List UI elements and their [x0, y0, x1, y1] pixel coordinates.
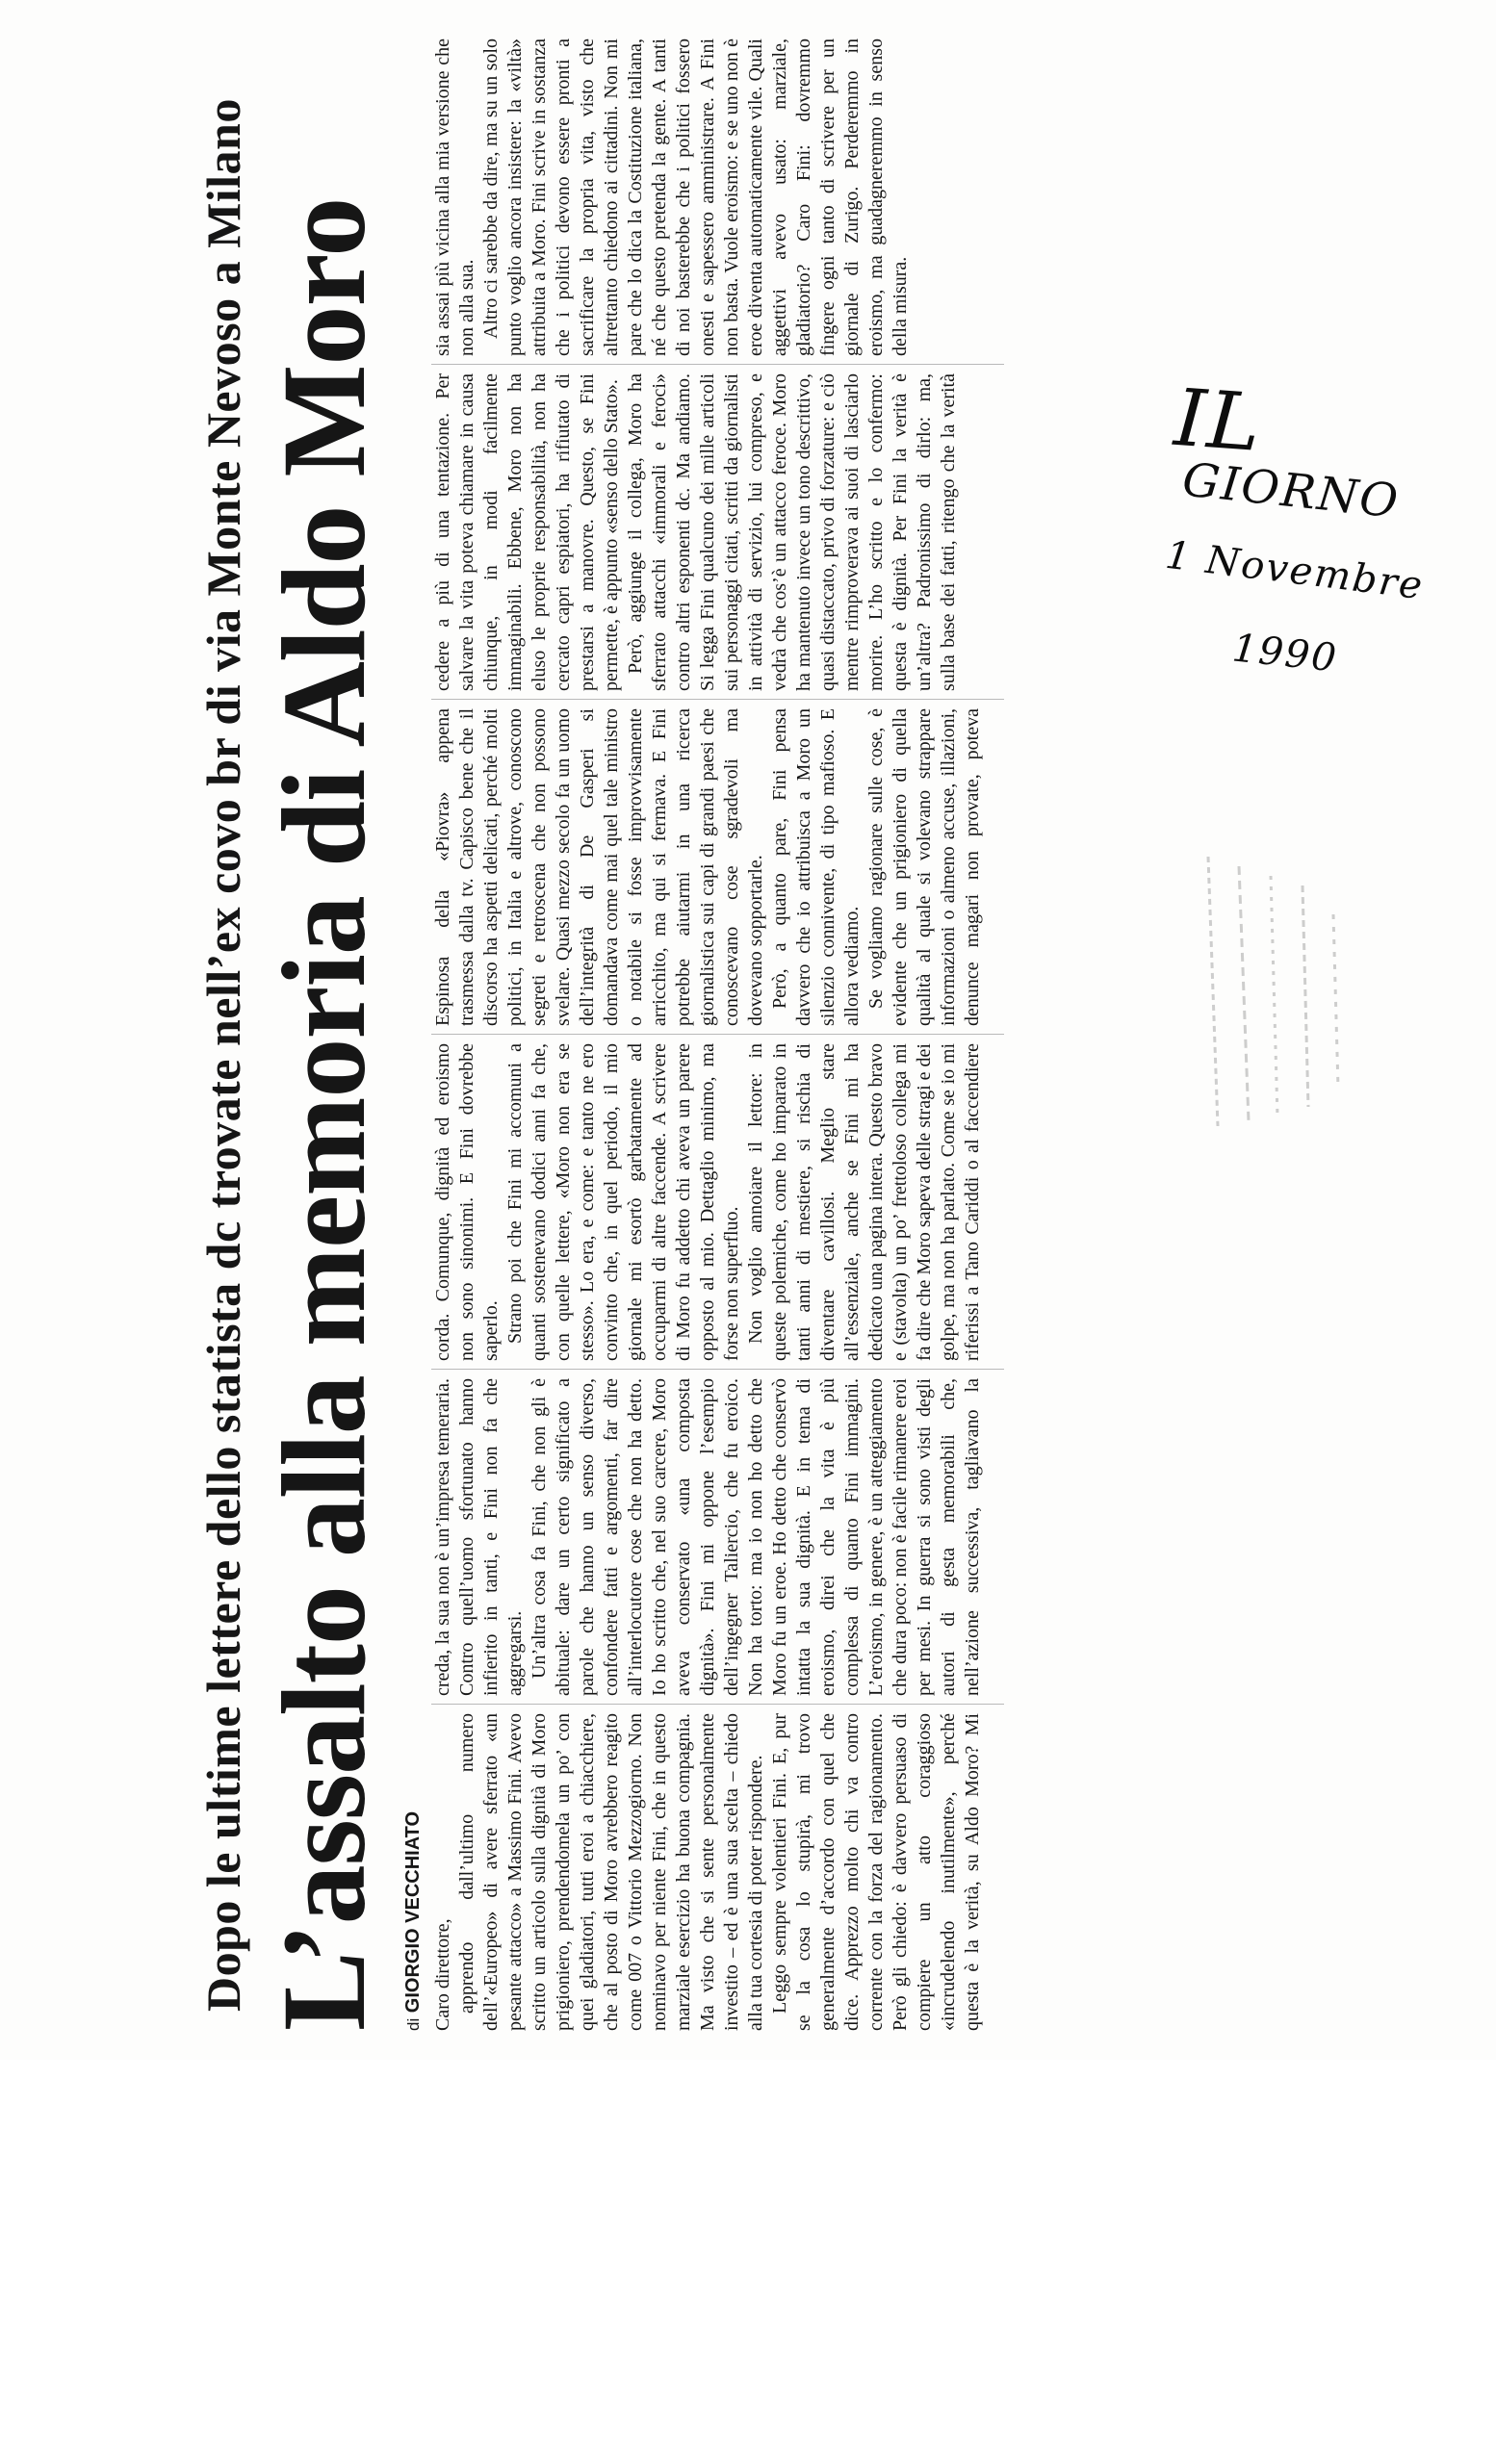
article-headline: L’assalto alla memoria di Aldo Moro [258, 197, 390, 2031]
handwritten-note [1163, 372, 1473, 741]
handwritten-date: 1 Novembre [1163, 532, 1427, 609]
handwritten-year: 1990 [1229, 626, 1340, 681]
article-paragraph: Un’altra cosa fa Fini, che non gli è abituale: dare un certo significato a parole che hanno un senso diverso, confondere fatti e argomenti, far dire all’interlocutore cose che non ha detto. Io ho scritto che, nel suo carcere, Moro aveva conservato «una composta dignità». Fini mi oppone l’esempio dell’ingegner Taliercio, che fu eroico. Non ha torto: ma io non ho detto che Moro fu un eroe. Ho detto che conservò intatta la sua dignità. E in tema di eroismo, direi che la vita è più complessa di quanto Fini immagini. L’eroismo, in genere, è un atteggiamento che dura poco: non è facile rimanere eroi per mesi. In guerra si sono visti degli autori di gesta memorabili che, nell’azione successiva, tagliavano la corda. Comunque, dignità ed eroismo non sono sinonimi. E Fini dovrebbe saperlo. [432, 1043, 983, 1696]
article-byline [400, 1723, 426, 2031]
byline-author: GIORGIO VECCHIATO [402, 1810, 424, 2014]
article-paragraph: Però, aggiunge il collega, Moro ha sferrato attacchi «immorali e feroci» contro altri esponenti dc. Ma andiamo. Si legga Fini qualcuno dei mille articoli sui personaggi citati, scritti da giornalisti in attività di servizio, lui compreso, e vedrà che cos’è un attacco feroce. Moro ha mantenuto invece un tono descrittivo, quasi distaccato, privo di forzature: e ciò mentre rimproverava ai suoi di lasciarlo morire. L’ho scritto e lo confermo: questa è dignità. Per Fini la verità è un’altra? Padronissimo di dirlo: ma, sulla base dei fatti, ritengo che la verità sia assai più vicina alla mia versione che non alla sua. [432, 38, 959, 691]
article-paragraph: Strano poi che Fini mi accomuni a quanti sostenevano dodici anni fa che, con quelle lettere, «Moro non era se stesso». Lo era, e come: e tanto ne ero convinto che, in quel periodo, il mio giornale mi esortò garbatamente ad occuparmi di altre faccende. A scrivere di Moro fu addetto chi aveva un parere opposto al mio. Dettaglio minimo, ma forse non superfluo. [504, 1043, 742, 1361]
rotated-article [193, 29, 1006, 2031]
blank-page-area [0, 2060, 1496, 2464]
faded-archive-stamp [1179, 847, 1381, 1136]
article-paragraph: Non voglio annoiare il lettore: in queste polemiche, come ho imparato in tanti anni di mestiere, si rischia di diventare cavillosi. Meglio stare all’essenziale, anche se Fini mi ha dedicato una pagina intera. Questo bravo e (stavolta) un po’ frettoloso collega mi fa dire che Moro sapeva delle stragi e dei golpe, ma non ha parlato. Come se io mi riferissi a Tano Cariddi o al faccendiere Espinosa della «Piovra» appena trasmessa dalla tv. Capisco bene che il discorso ha aspetti delicati, perché molti politici, in Italia e altrove, conoscono segreti e retroscena che non possono svelare. Quasi mezzo secolo fa un uomo dell’integrità di De Gasperi si domandava come mai quel tale ministro o notabile si fosse improvvisamente arricchito, ma qui si fermava. E Fini potrebbe aiutarmi in una ricerca giornalistica sui capi di grandi paesi che conoscevano cose sgradevoli ma dovevano sopportarle. [432, 708, 983, 1361]
article-paragraph: Altro ci sarebbe da dire, ma su un solo punto voglio ancora insistere: la «viltà» attribuita a Moro. Fini scrive in sostanza che i politici devono essere pronti a sacrificare la propria vita, visto che altrettanto chiedono ai cittadini. Non mi pare che lo dica la Costituzione italiana, né che questo pretenda la gente. A tanti di noi basterebbe che i politici fossero onesti e sapessero amministrare. A Fini non basta. Vuole eroismo: e se uno non è eroe diventa automaticamente vile. Quali aggettivi avevo usato: marziale, gladiatorio? Caro Fini: dovremmo fingere ogni tanto di scrivere per un giornale di Zurigo. Perderemmo in eroismo, ma guadagneremmo in senso della misura. [480, 38, 911, 356]
article-paragraph: Però, a quanto pare, Fini pensa davvero che io attribuisca a Moro un silenzio connivente, di tipo mafioso. E allora vediamo. [769, 708, 863, 1026]
byline-prefix: di [404, 2017, 423, 2031]
article-body [431, 38, 1004, 2031]
article-paragraph: Se vogliamo ragionare sulle cose, è evidente che un prigioniero di quella qualità al quale si volevano strappare informazioni o almeno accuse, illazioni, denunce magari non provate, poteva cedere a più di una tentazione. Per salvare la vita poteva chiamare in causa chiunque, in modi facilmente immaginabili. Ebbene, Moro non ha eluso le proprie responsabilità, non ha cercato capri espiatori, ha rifiutato di prestarsi a manovre. Questo, se Fini permette, è appunto «senso dello Stato». [432, 373, 983, 1026]
article-paragraph: apprendo dall’ultimo numero dell’«Europeo» di avere sferrato «un pesante attacco» a Massimo Fini. Avevo scritto un articolo sulla dignità di Moro prigioniero, prendendomela un po’ con quei gladiatori, tutti eroi a chiacchiere, che al posto di Moro avrebbero reagito come 007 o Vittorio Mezzogiorno. Non nominavo per niente Fini, che in questo marziale esercizio ha buona compagnia. Ma visto che si sente personalmente investito – ed è una sua scelta – chiedo alla tua cortesia di poter rispondere. [456, 1713, 766, 2031]
article-paragraph: Leggo sempre volentieri Fini. E, pur se la cosa lo stupirà, mi trovo generalmente d’accordo con quel che dice. Apprezzo molto chi va contro corrente con la forza del ragionamento. Però gli chiedo: è davvero persuaso di compiere un atto coraggioso «incrudelendo inutilmente», perché questa è la verità, su Aldo Moro? Mi creda, la sua non è un’impresa temeraria. Contro quell’uomo sfortunato hanno infierito in tanti, e Fini non fa che aggregarsi. [432, 1378, 983, 2031]
article-kicker: Dopo le ultime lettere dello statista dc trovate nell’ex covo br di via Monte Nevoso a Milano [196, 98, 250, 2012]
handwritten-masthead-il: IL [1171, 372, 1266, 471]
article-paragraph: Caro direttore, [432, 1918, 453, 2031]
handwritten-masthead-giorno: GIORNO [1179, 452, 1403, 529]
